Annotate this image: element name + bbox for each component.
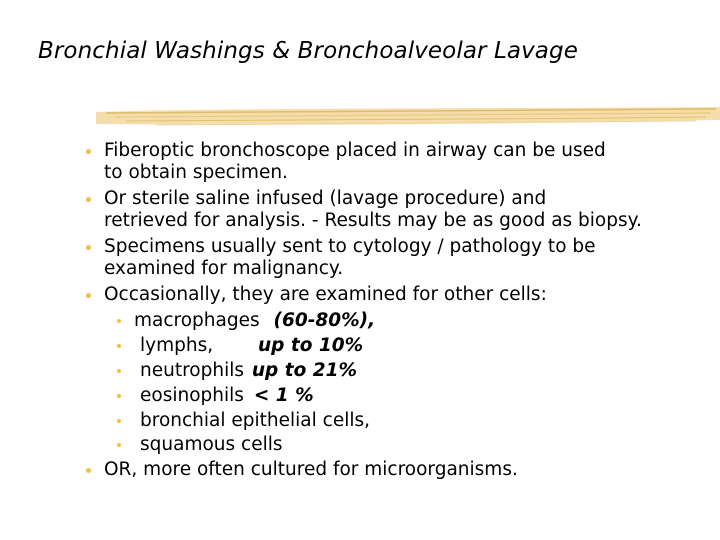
cell-type-label: eosinophils xyxy=(140,385,244,406)
sub-bullet-marker xyxy=(117,319,121,323)
bullet-text: Fiberoptic bronchoscope placed in airway can be used xyxy=(104,140,606,161)
bullet-marker xyxy=(86,245,91,250)
cell-type-label: macrophages xyxy=(134,310,260,331)
sub-bullet-item xyxy=(140,434,283,456)
sub-bullet-marker xyxy=(117,394,121,398)
sub-bullet-marker xyxy=(117,443,121,447)
bullet-marker xyxy=(86,149,91,154)
slide-title: Bronchial Washings & Bronchoalveolar Lavage xyxy=(38,38,578,64)
cell-type-label: lymphs, xyxy=(140,335,214,356)
sub-bullet-item xyxy=(134,310,375,332)
bullet-text: OR, more often cultured for microorganisms. xyxy=(104,459,518,480)
cell-type-label: squamous cells xyxy=(140,434,283,455)
cell-type-value: up to 21% xyxy=(251,360,358,381)
sub-bullet-marker xyxy=(117,344,121,348)
bullet-text: retrieved for analysis. - Results may be as good as biopsy. xyxy=(104,210,642,231)
sub-bullet-item xyxy=(140,335,363,357)
sub-bullet-item xyxy=(140,385,314,407)
bullet-text: Occasionally, they are examined for other cells: xyxy=(104,284,547,305)
bullet-text: examined for malignancy. xyxy=(104,258,344,279)
cell-type-value: < 1 % xyxy=(253,385,314,406)
sub-bullet-item xyxy=(140,360,357,382)
bullet-marker xyxy=(86,293,91,298)
cell-type-value: (60-80%), xyxy=(273,310,376,331)
sub-bullet-marker xyxy=(117,419,121,423)
bullet-text: to obtain specimen. xyxy=(104,162,288,183)
cell-type-value: up to 10% xyxy=(258,335,364,356)
bullet-text: Specimens usually sent to cytology / pathology to be xyxy=(104,236,596,257)
sub-bullet-marker xyxy=(117,369,121,373)
sub-bullet-item xyxy=(140,410,370,432)
bullet-marker xyxy=(86,468,91,473)
bullet-marker xyxy=(86,197,91,202)
cell-type-label: bronchial epithelial cells, xyxy=(140,410,370,431)
cell-type-label: neutrophils xyxy=(140,360,244,381)
bullet-text: Or sterile saline infused (lavage procedure) and xyxy=(104,188,547,209)
